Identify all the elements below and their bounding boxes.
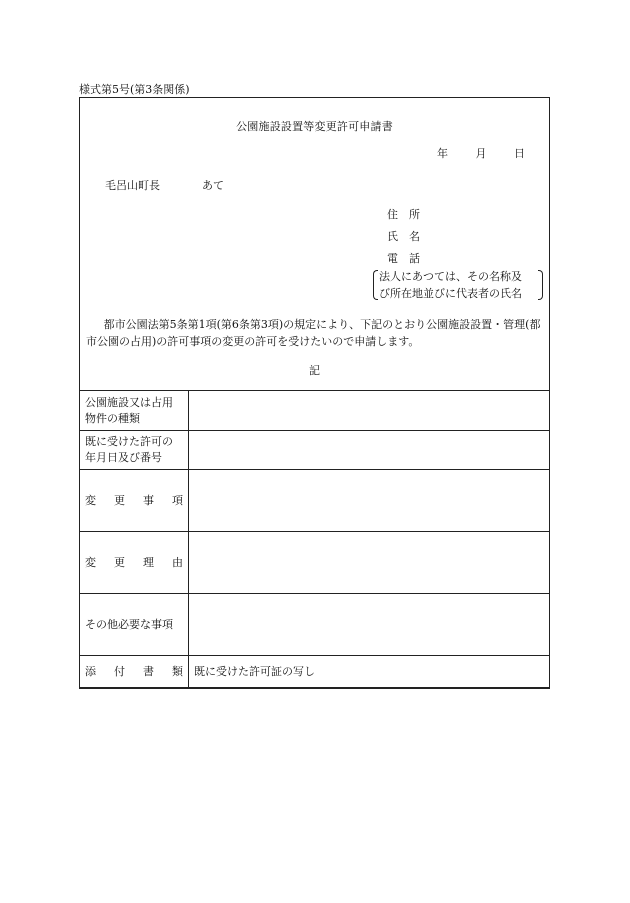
- label-char: 事: [143, 493, 154, 507]
- prior-permit-label: [80, 431, 189, 470]
- date-year: 年: [437, 147, 448, 160]
- table-row: [80, 391, 550, 431]
- label-char: 由: [172, 555, 183, 569]
- label-line: 公園施設又は占用: [85, 395, 173, 409]
- corporation-note: [374, 268, 542, 302]
- ki-heading: 記: [309, 364, 320, 377]
- facility-type-field[interactable]: [189, 391, 550, 431]
- applicant-name-label: 氏 名: [387, 230, 420, 243]
- attachments-field[interactable]: 既に受けた許可証の写し: [189, 656, 550, 689]
- change-items-field[interactable]: [189, 470, 550, 532]
- addressee-suffix: あて: [202, 179, 224, 192]
- label-line: 年月日及び番号: [85, 451, 162, 464]
- other-matters-label: その他必要な事項: [80, 594, 189, 656]
- date-line: [413, 145, 525, 161]
- applicant-address-label: 住 所: [387, 208, 420, 221]
- attachments-label: [80, 656, 189, 689]
- right-bracket: [538, 270, 543, 300]
- corporation-note-line2: び所在地並びに代表者の氏名: [379, 287, 522, 300]
- table-row: [80, 532, 550, 594]
- application-statement: 都市公園法第5条第1項(第6条第3項)の規定により、下記のとおり公園施設設置・管理(都市公園の占用)の許可事項の変更の許可を受けたいので申請します。: [86, 318, 541, 348]
- prior-permit-field[interactable]: [189, 431, 550, 470]
- date-day: 日: [514, 147, 525, 160]
- form-title: 公園施設設置等変更許可申請書: [236, 120, 393, 133]
- label-char: 項: [172, 493, 183, 507]
- label-char: 添: [85, 665, 96, 678]
- addressee-name: 毛呂山町長: [105, 179, 160, 192]
- table-row: [80, 656, 550, 689]
- form-number: 様式第5号(第3条関係): [79, 83, 190, 96]
- left-bracket: [373, 270, 378, 300]
- other-matters-field[interactable]: [189, 594, 550, 656]
- label-char: 書: [143, 665, 154, 678]
- addressee: [105, 177, 224, 193]
- label-char: 理: [143, 555, 154, 569]
- details-table: [79, 390, 550, 689]
- facility-type-label: [80, 391, 189, 431]
- change-reason-field[interactable]: [189, 532, 550, 594]
- applicant-block: [387, 206, 420, 272]
- table-row: [80, 470, 550, 532]
- table-row: [80, 594, 550, 656]
- label-char: 付: [114, 665, 125, 678]
- label-char: 更: [114, 493, 125, 507]
- label-char: 更: [114, 555, 125, 569]
- change-items-label: [80, 470, 189, 532]
- label-char: 類: [172, 665, 183, 678]
- label-line: 物件の種類: [85, 411, 140, 425]
- label-char: 変: [85, 555, 96, 569]
- label-line: 既に受けた許可の: [85, 435, 173, 448]
- date-month: 月: [475, 147, 487, 160]
- corporation-note-line1: 法人にあつては、その名称及: [379, 270, 522, 283]
- applicant-phone-label: 電 話: [387, 252, 420, 265]
- table-row: [80, 431, 550, 470]
- change-reason-label: [80, 532, 189, 594]
- label-char: 変: [85, 493, 96, 507]
- application-form: [79, 97, 550, 688]
